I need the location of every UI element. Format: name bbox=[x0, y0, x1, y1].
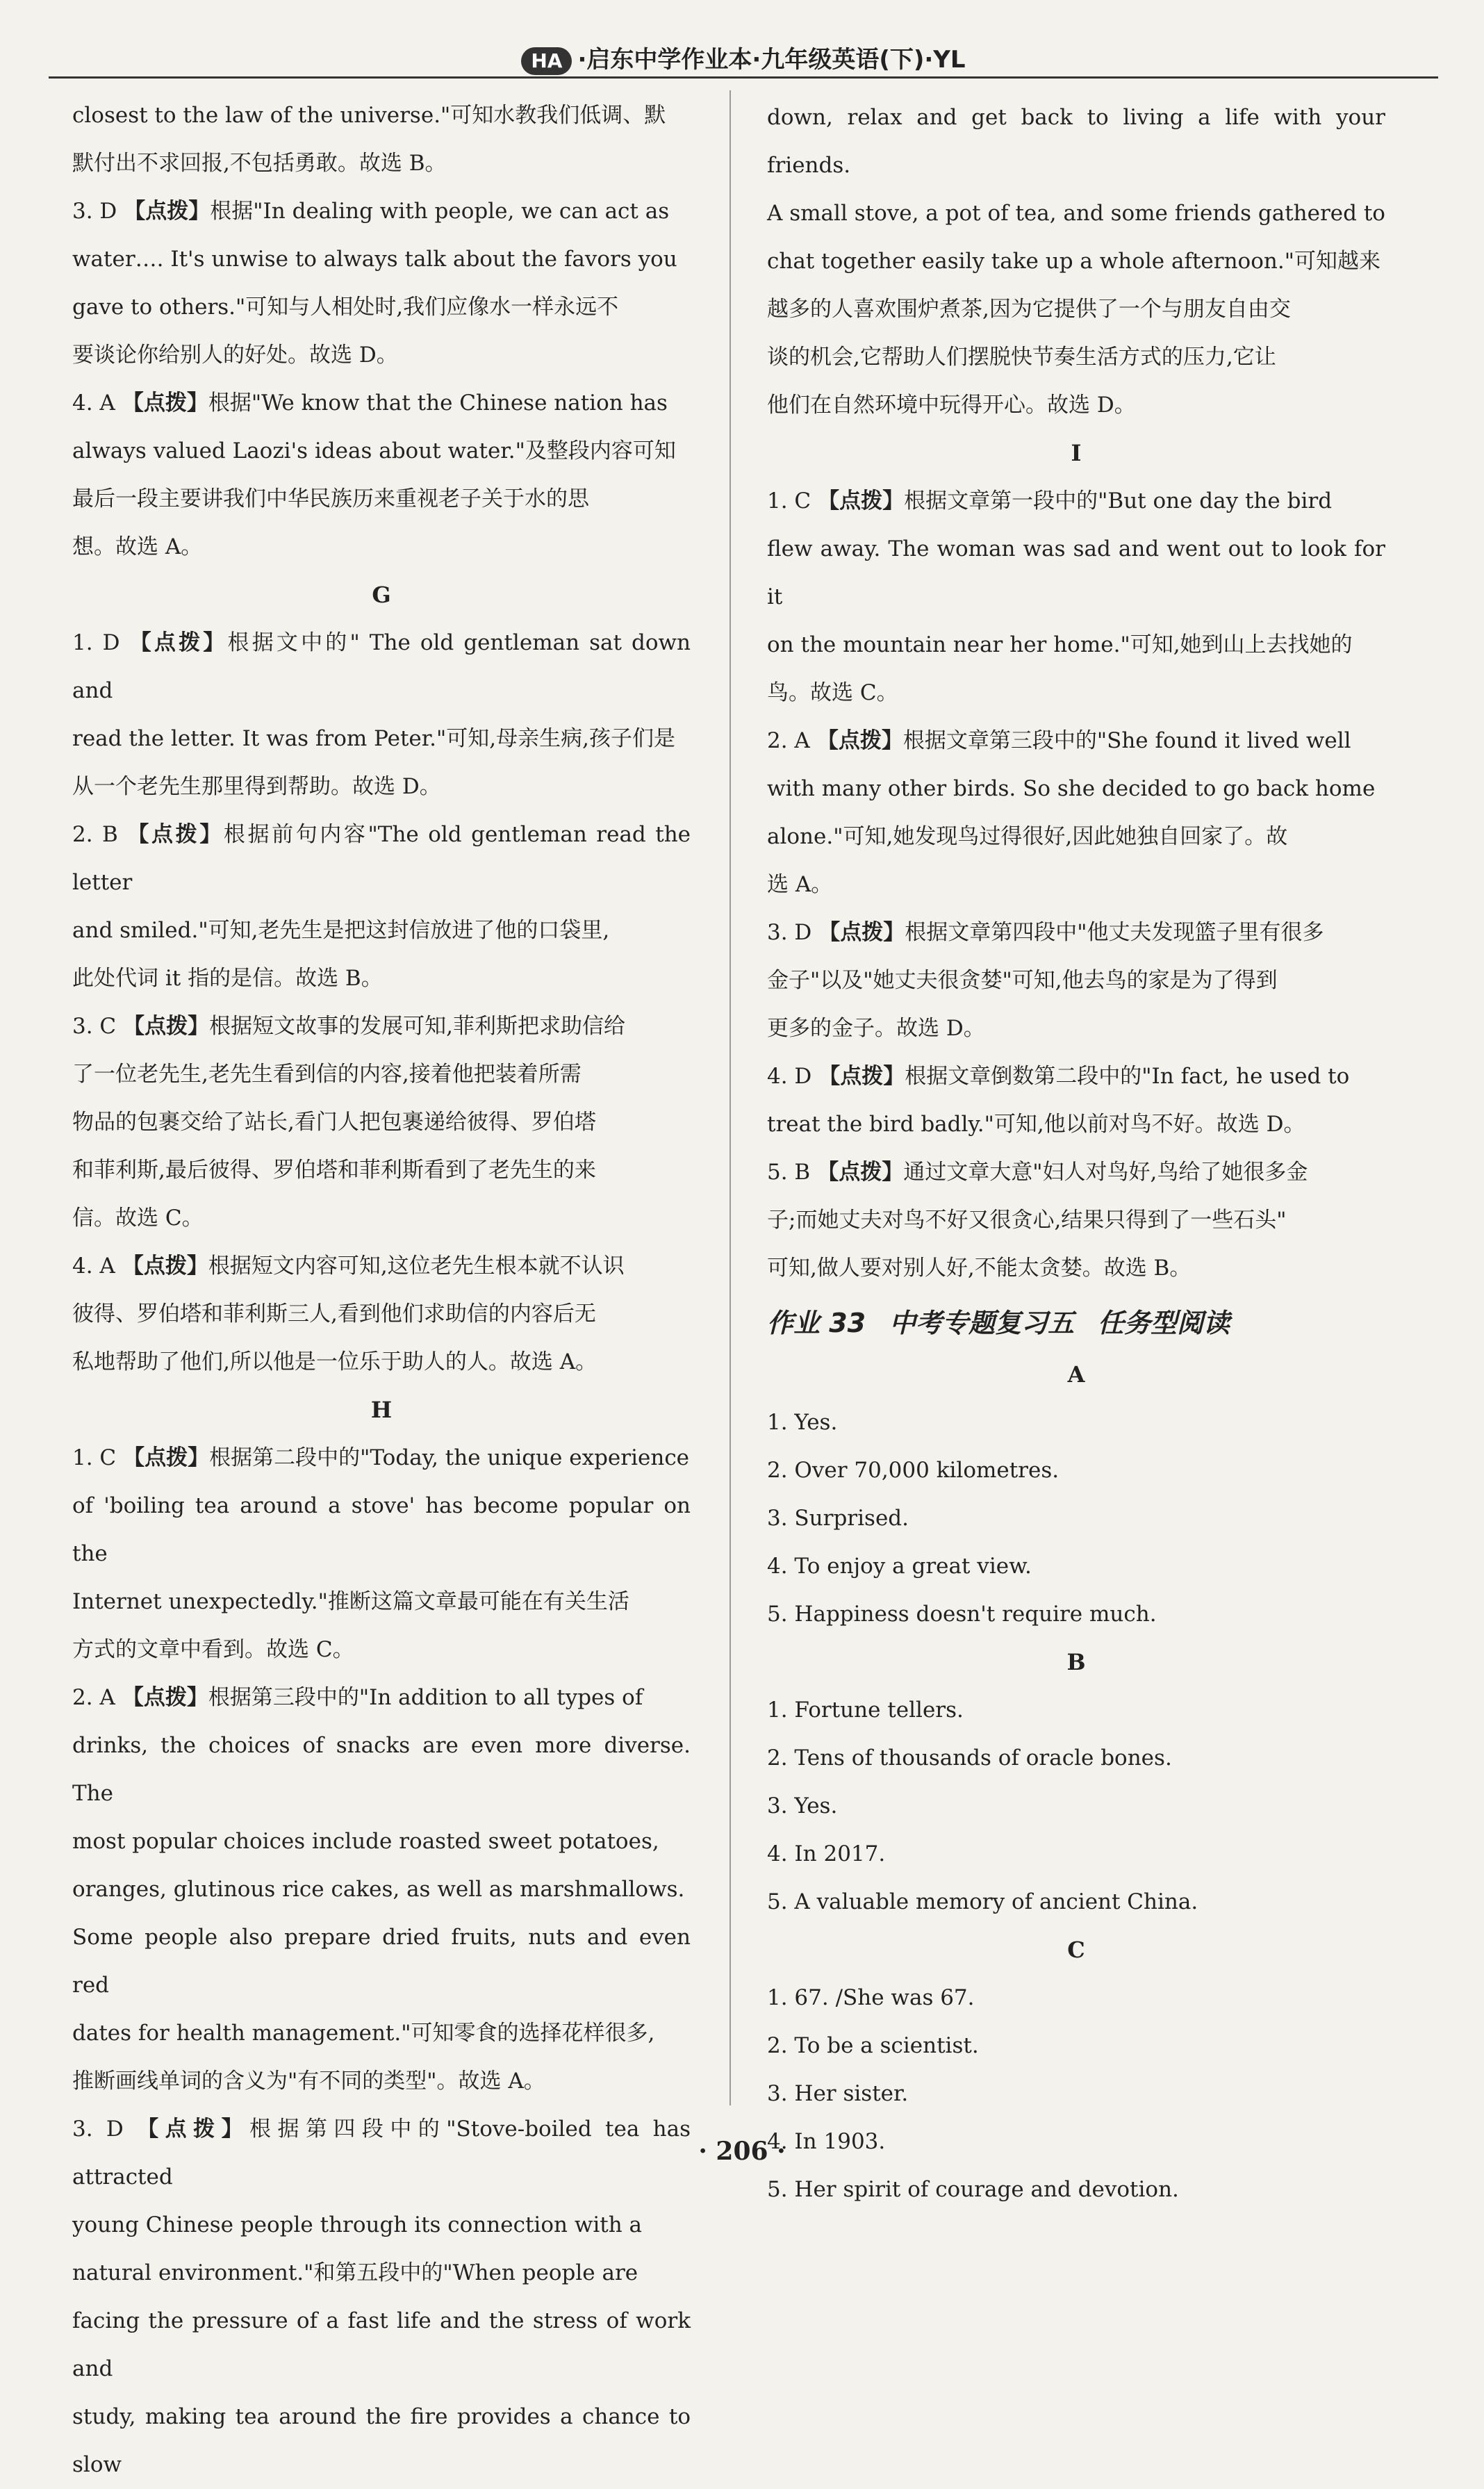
text-line bbox=[72, 619, 691, 715]
text-line: flew away. The woman was sad and went out to look for it bbox=[767, 536, 1385, 609]
text-line: down, relax and get back to living a life with your friends. bbox=[767, 105, 1385, 178]
text-line: alone."可知,她发现鸟过得很好,因此她独自回家了。故 bbox=[767, 824, 1288, 849]
item-number: 1. D bbox=[72, 630, 120, 655]
item-number: 2. A bbox=[72, 1685, 115, 1710]
header-title-row bbox=[49, 40, 1438, 75]
text-line: 了一位老先生,老先生看到信的内容,接着他把装着所需 bbox=[72, 1062, 582, 1087]
ha-logo: HA bbox=[521, 47, 572, 75]
text-line: study, making tea around the fire provides a chance to slow bbox=[72, 2404, 691, 2477]
text-line: 此处代词 it 指的是信。故选 B。 bbox=[72, 966, 383, 991]
text-line: 金子"以及"她丈夫很贪婪"可知,他去鸟的家是为了得到 bbox=[767, 968, 1278, 993]
item-number: 4. A bbox=[72, 1254, 115, 1279]
text-line: 选 A。 bbox=[767, 872, 833, 897]
hint-tag: 【点拨】 bbox=[124, 199, 211, 224]
text-line: 他们在自然环境中玩得开心。故选 D。 bbox=[767, 393, 1136, 418]
answer-item bbox=[72, 188, 691, 379]
text-line bbox=[767, 1053, 1385, 1101]
item-text: 根据第三段中的"In addition to all types of bbox=[208, 1685, 643, 1710]
answer-item bbox=[72, 1003, 691, 1242]
text-line: 推断画线单词的含义为"有不同的类型"。故选 A。 bbox=[72, 2069, 545, 2094]
answer-line: 4. In 1903. bbox=[767, 2129, 886, 2154]
section-g-heading: G bbox=[372, 582, 391, 608]
item-number: 2. A bbox=[767, 728, 810, 753]
answer-line: 3. Yes. bbox=[767, 1793, 838, 1818]
section-a-answers bbox=[767, 1399, 1385, 1638]
column-divider bbox=[729, 90, 731, 2105]
page-number: · 206 · bbox=[698, 2137, 786, 2166]
text-line: read the letter. It was from Peter."可知,母亲生病,孩子们是 bbox=[72, 726, 675, 751]
answer-item bbox=[72, 1242, 691, 1386]
text-line: of 'boiling tea around a stove' has become popular on the bbox=[72, 1493, 691, 1566]
homework-title bbox=[767, 1295, 1385, 1351]
item-number: 1. C bbox=[767, 488, 811, 514]
item-text: 根据文章倒数第二段中的"In fact, he used to bbox=[905, 1064, 1350, 1089]
item-number: 1. C bbox=[72, 1445, 117, 1470]
text-line: 方式的文章中看到。故选 C。 bbox=[72, 1637, 354, 1662]
text-line: dates for health management."可知零食的选择花样很多, bbox=[72, 2021, 655, 2046]
text-line: 从一个老先生那里得到帮助。故选 D。 bbox=[72, 774, 441, 799]
text-line: Internet unexpectedly."推断这篇文章最可能在有关生活 bbox=[72, 1589, 629, 1614]
answer-line: 4. To enjoy a great view. bbox=[767, 1554, 1032, 1579]
text-line: oranges, glutinous rice cakes, as well as marshmallows. bbox=[72, 1877, 685, 1902]
text-line: Some people also prepare dried fruits, nuts and even red bbox=[72, 1925, 691, 1998]
hint-tag: 【点拨】 bbox=[130, 2117, 250, 2142]
section-a-heading: A bbox=[1067, 1361, 1085, 1388]
answer-line: 2. To be a scientist. bbox=[767, 2033, 979, 2058]
text-line: with many other birds. So she decided to go back home bbox=[767, 776, 1376, 801]
item-number: 4. A bbox=[72, 391, 115, 416]
item-text: 根据前句内容"The old gentleman read the letter bbox=[72, 822, 691, 895]
text-line: 最后一段主要讲我们中华民族历来重视老子关于水的思 bbox=[72, 486, 589, 511]
text-line: 越多的人喜欢围炉煮茶,因为它提供了一个与朋友自由交 bbox=[767, 297, 1291, 322]
item-text: 通过文章大意"妇人对鸟好,鸟给了她很多金 bbox=[903, 1160, 1308, 1185]
answer-line: 1. Yes. bbox=[767, 1410, 838, 1435]
answer-line: 5. Her spirit of courage and devotion. bbox=[767, 2177, 1179, 2202]
text-line: gave to others."可知与人相处时,我们应像水一样永远不 bbox=[72, 295, 619, 320]
text-line: treat the bird badly."可知,他以前对鸟不好。故选 D。 bbox=[767, 1112, 1305, 1137]
section-i-items bbox=[767, 477, 1385, 1292]
hint-tag: 【点拨】 bbox=[122, 1254, 208, 1279]
answer-line: 5. A valuable memory of ancient China. bbox=[767, 1889, 1198, 1914]
text-line bbox=[72, 188, 691, 236]
text-line: 默付出不求回报,不包括勇敢。故选 B。 bbox=[72, 151, 447, 176]
item-text: 根据第二段中的"Today, the unique experience bbox=[209, 1445, 690, 1470]
text-line: always valued Laozi's ideas about water."及整段内容可知 bbox=[72, 438, 676, 463]
text-line: natural environment."和第五段中的"When people are bbox=[72, 2260, 638, 2285]
answer-line: 3. Her sister. bbox=[767, 2081, 909, 2106]
item-text: 根据第四段中的"Stove-boiled tea has attracted bbox=[72, 2117, 691, 2190]
text-line: most popular choices include roasted sweet potatoes, bbox=[72, 1829, 659, 1854]
hint-tag: 【点拨】 bbox=[817, 1160, 904, 1185]
text-line: closest to the law of the universe."可知水教我们低调、默 bbox=[72, 103, 666, 128]
text-line: 谈的机会,它帮助人们摆脱快节奏生活方式的压力,它让 bbox=[767, 345, 1276, 370]
answer-line: 3. Surprised. bbox=[767, 1506, 909, 1531]
text-line bbox=[72, 1242, 691, 1290]
hint-tag: 【点拨】 bbox=[124, 822, 224, 847]
text-line: young Chinese people through its connection with a bbox=[72, 2212, 643, 2237]
header-title: ·启东中学作业本·九年级英语(下)·YL bbox=[577, 46, 966, 74]
item-number: 3. D bbox=[72, 199, 117, 224]
item-text: 根据文中的" The old gentleman sat down and bbox=[72, 630, 691, 703]
answer-line: 1. 67. /She was 67. bbox=[767, 1985, 975, 2010]
text-line bbox=[767, 717, 1385, 765]
item-text: 根据"We know that the Chinese nation has bbox=[208, 391, 668, 416]
text-line bbox=[72, 1674, 691, 1722]
section-c-heading: C bbox=[1067, 1937, 1085, 1963]
text-line: 和菲利斯,最后彼得、罗伯塔和菲利斯看到了老先生的来 bbox=[72, 1158, 596, 1183]
answer-line: 2. Over 70,000 kilometres. bbox=[767, 1458, 1060, 1483]
text-line: and smiled."可知,老先生是把这封信放进了他的口袋里, bbox=[72, 918, 610, 943]
section-h-heading: H bbox=[370, 1397, 393, 1423]
hint-tag: 【点拨】 bbox=[122, 391, 208, 416]
item-text: 根据"In dealing with people, we can act as bbox=[210, 199, 670, 224]
hint-tag: 【点拨】 bbox=[818, 920, 905, 945]
text-line: 可知,做人要对别人好,不能太贪婪。故选 B。 bbox=[767, 1256, 1192, 1281]
item-number: 4. D bbox=[767, 1064, 812, 1089]
answer-line: 4. In 2017. bbox=[767, 1841, 886, 1866]
item-text: 根据短文内容可知,这位老先生根本就不认识 bbox=[208, 1254, 625, 1279]
homework-subtitle: 中考专题复习五 bbox=[889, 1308, 1075, 1338]
section-f-items bbox=[72, 188, 691, 571]
hint-tag: 【点拨】 bbox=[123, 1014, 210, 1039]
text-line: 彼得、罗伯塔和菲利斯三人,看到他们求助信的内容后无 bbox=[72, 1301, 596, 1326]
section-g-items bbox=[72, 619, 691, 1386]
left-column bbox=[72, 92, 691, 2489]
answer-item bbox=[72, 811, 691, 1003]
hint-tag: 【点拨】 bbox=[122, 1685, 208, 1710]
right-continuation bbox=[767, 94, 1385, 429]
answer-line: 1. Fortune tellers. bbox=[767, 1698, 964, 1723]
hint-tag: 【点拨】 bbox=[818, 1064, 905, 1089]
hint-tag: 【点拨】 bbox=[818, 488, 905, 514]
item-text: 根据文章第四段中"他丈夫发现篮子里有很多 bbox=[905, 920, 1324, 945]
answer-item bbox=[767, 1053, 1385, 1149]
item-number: 5. B bbox=[767, 1160, 811, 1185]
section-c-answers bbox=[767, 1974, 1385, 2214]
item-text: 根据文章第一段中的"But one day the bird bbox=[904, 488, 1333, 514]
text-line bbox=[72, 1434, 691, 1482]
text-line: on the mountain near her home."可知,她到山上去找她的 bbox=[767, 632, 1353, 657]
text-line: A small stove, a pot of tea, and some friends gathered to bbox=[767, 201, 1385, 226]
answer-item bbox=[72, 619, 691, 811]
text-line bbox=[72, 379, 691, 427]
text-line: 子;而她丈夫对鸟不好又很贪心,结果只得到了一些石头" bbox=[767, 1208, 1287, 1233]
answer-item bbox=[72, 1674, 691, 2105]
section-h-items bbox=[72, 1434, 691, 2489]
text-line: 物品的包裹交给了站长,看门人把包裹递给彼得、罗伯塔 bbox=[72, 1110, 596, 1135]
text-line: 信。故选 C。 bbox=[72, 1206, 204, 1231]
text-line: 鸟。故选 C。 bbox=[767, 680, 898, 705]
answer-item bbox=[767, 1149, 1385, 1292]
hint-tag: 【点拨】 bbox=[816, 728, 903, 753]
text-line bbox=[767, 1149, 1385, 1197]
text-line: 想。故选 A。 bbox=[72, 534, 203, 559]
text-line bbox=[72, 1003, 691, 1051]
section-b-heading: B bbox=[1066, 1649, 1086, 1675]
item-number: 3. C bbox=[72, 1014, 117, 1039]
answer-line: 5. Happiness doesn't require much. bbox=[767, 1602, 1157, 1627]
answer-item bbox=[767, 909, 1385, 1053]
homework-topic: 任务型阅读 bbox=[1098, 1308, 1230, 1338]
text-line: 要谈论你给别人的好处。故选 D。 bbox=[72, 343, 398, 368]
text-line bbox=[767, 909, 1385, 957]
page-header bbox=[49, 38, 1438, 79]
answer-line: 2. Tens of thousands of oracle bones. bbox=[767, 1745, 1172, 1771]
right-column bbox=[767, 94, 1385, 2214]
left-continuation bbox=[72, 92, 691, 188]
text-line bbox=[72, 811, 691, 907]
hint-tag: 【点拨】 bbox=[126, 630, 228, 655]
item-number: 3. D bbox=[767, 920, 812, 945]
answer-item bbox=[767, 717, 1385, 909]
answer-item bbox=[767, 477, 1385, 717]
item-number: 2. B bbox=[72, 822, 118, 847]
text-line: 更多的金子。故选 D。 bbox=[767, 1016, 985, 1041]
item-text: 根据文章第三段中的"She found it lived well bbox=[902, 728, 1351, 753]
section-i-heading: I bbox=[1071, 440, 1082, 466]
text-line bbox=[767, 477, 1385, 525]
answer-item bbox=[72, 1434, 691, 1674]
section-b-answers bbox=[767, 1686, 1385, 1926]
hint-tag: 【点拨】 bbox=[123, 1445, 210, 1470]
item-text: 根据短文故事的发展可知,菲利斯把求助信给 bbox=[209, 1014, 626, 1039]
text-line: drinks, the choices of snacks are even more diverse. The bbox=[72, 1733, 691, 1806]
answer-item bbox=[72, 379, 691, 571]
text-line: water…. It's unwise to always talk about the favors you bbox=[72, 247, 677, 272]
text-line: 私地帮助了他们,所以他是一位乐于助人的人。故选 A。 bbox=[72, 1349, 597, 1374]
item-number: 3. D bbox=[72, 2117, 124, 2142]
text-line: facing the pressure of a fast life and the stress of work and bbox=[72, 2308, 691, 2381]
text-line: chat together easily take up a whole afternoon."可知越来 bbox=[767, 249, 1380, 274]
homework-label: 作业 33 bbox=[767, 1308, 866, 1338]
